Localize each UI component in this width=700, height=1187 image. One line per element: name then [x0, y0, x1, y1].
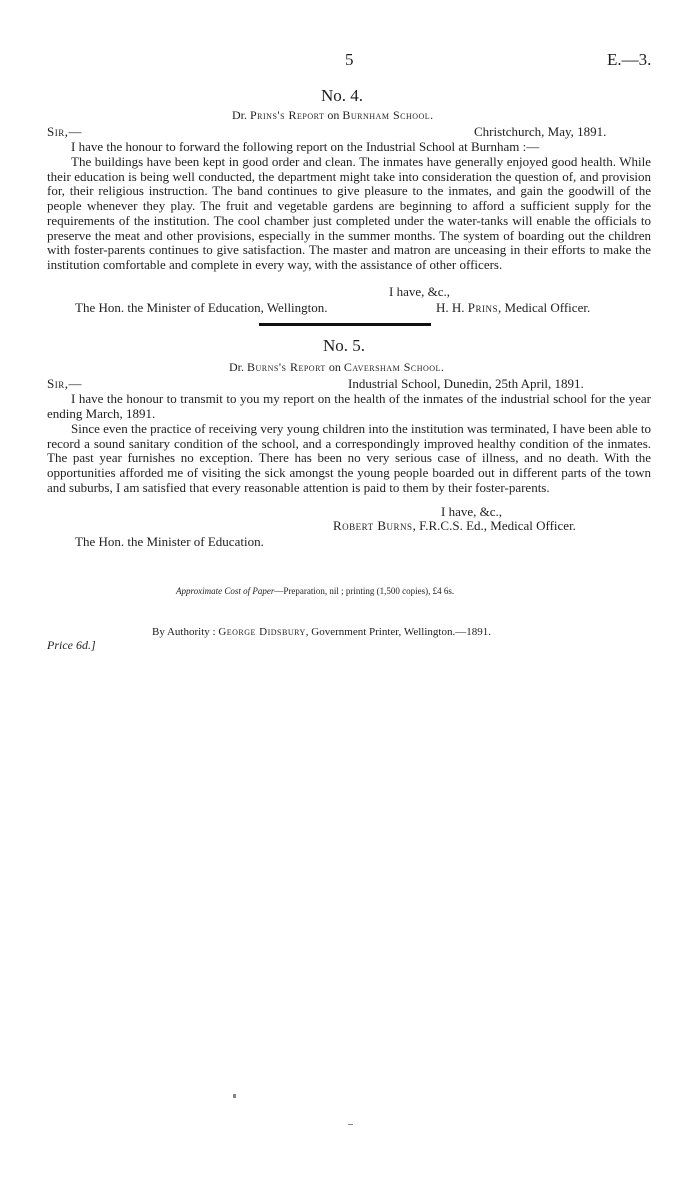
section-4-place-date: Christchurch, May, 1891.: [474, 124, 607, 139]
section-4-number: No. 4.: [321, 86, 364, 105]
section-5-signer-title: , F.R.C.S. Ed., Medical Officer.: [412, 518, 576, 533]
section-4-heading-school: Burnham School.: [342, 108, 434, 122]
section-4-signature: [436, 300, 590, 316]
printer-authority: [152, 626, 491, 638]
section-divider: [259, 323, 431, 326]
section-5-addressee: The Hon. the Minister of Education.: [75, 534, 264, 549]
authority-details: , Government Printer, Wellington.—1891.: [305, 626, 491, 638]
section-4-heading-prefix: Dr.: [232, 108, 250, 122]
section-4-salutation: Sir,—: [47, 124, 82, 139]
section-5-paragraph-1: I have the honour to transmit to you my report on the health of the inmates of the industrial school for the year ending March, 1891.: [47, 391, 651, 421]
section-5-closing: I have, &c.,: [441, 504, 503, 519]
section-4-paragraph-2: The buildings have been kept in good order and clean. The inmates have generally enjoyed good health. While their education is being well conducted, the department might take into consideration the question of, and provision for, their religious instruction. The band continues to give pleasure to the inmates, and gain the goodwill of the people whenever they play. The fruit and vegetable gardens are beginning to afford a sufficient supply for the requirements of the institution. The cool chamber just completed under the water-tanks will enable the officials to preserve the meat and other provisions, especially in the summer months. The system of boarding out the children with foster-parents continues to give satisfaction. The master and matron are unceasing in their efforts to make the institution comfortable and complete in every way, with the assistance of other officers.: [47, 154, 651, 272]
section-5-heading-prefix: Dr.: [229, 360, 247, 374]
section-5-heading-report: Burns's Report: [247, 360, 326, 374]
scan-speck: [233, 1094, 236, 1098]
section-5-salutation: Sir,—: [47, 376, 82, 391]
printer-name: George Didsbury: [218, 626, 306, 638]
section-5-number: No. 5.: [323, 336, 366, 355]
section-5-heading: [229, 360, 444, 375]
section-4-heading-on: on: [324, 108, 343, 122]
section-5-paragraph-2: Since even the practice of receiving very young children into the institution was terminated, I have been able to record a sound sanitary condition of the school, and a correspondingly improved healthy condition of the inmates. The past year furnishes no exception. There has been no very serious case of illness, and no death. With the opportunities afforded me of visiting the sick amongst the young people boarded out in different parts of the town and suburbs, I am satisfied that every reasonable attention is paid to them by their foster-parents.: [47, 421, 651, 495]
section-5-signature: [333, 518, 576, 534]
cost-note: [176, 586, 454, 596]
section-5-signer-name: Robert Burns: [333, 518, 413, 533]
section-4-signer-initials: H. H.: [436, 300, 468, 315]
section-5-heading-on: on: [325, 360, 344, 374]
section-4-closing: I have, &c.,: [389, 284, 451, 299]
document-reference: E.—3.: [607, 50, 652, 69]
section-5-place-date: Industrial School, Dunedin, 25th April, 1891.: [348, 376, 584, 391]
page-number: 5: [345, 50, 354, 69]
section-4-addressee: The Hon. the Minister of Education, Wellington.: [75, 300, 328, 315]
scan-speck: [348, 1124, 353, 1125]
section-4-heading: [232, 108, 434, 123]
section-4-heading-report: Prins's Report: [250, 108, 325, 122]
price-note: Price 6d.]: [47, 638, 96, 652]
authority-prefix: By Authority :: [152, 626, 219, 638]
section-4-signer-name: Prins: [467, 300, 499, 315]
cost-note-label: Approximate Cost of Paper: [176, 586, 275, 596]
section-4-signer-title: , Medical Officer.: [498, 300, 591, 315]
cost-note-details: —Preparation, nil ; printing (1,500 copies), £4 6s.: [274, 586, 455, 596]
section-4-paragraph-1: I have the honour to forward the following report on the Industrial School at Burnham :—: [71, 139, 540, 154]
section-5-heading-school: Caversham School.: [343, 360, 445, 374]
